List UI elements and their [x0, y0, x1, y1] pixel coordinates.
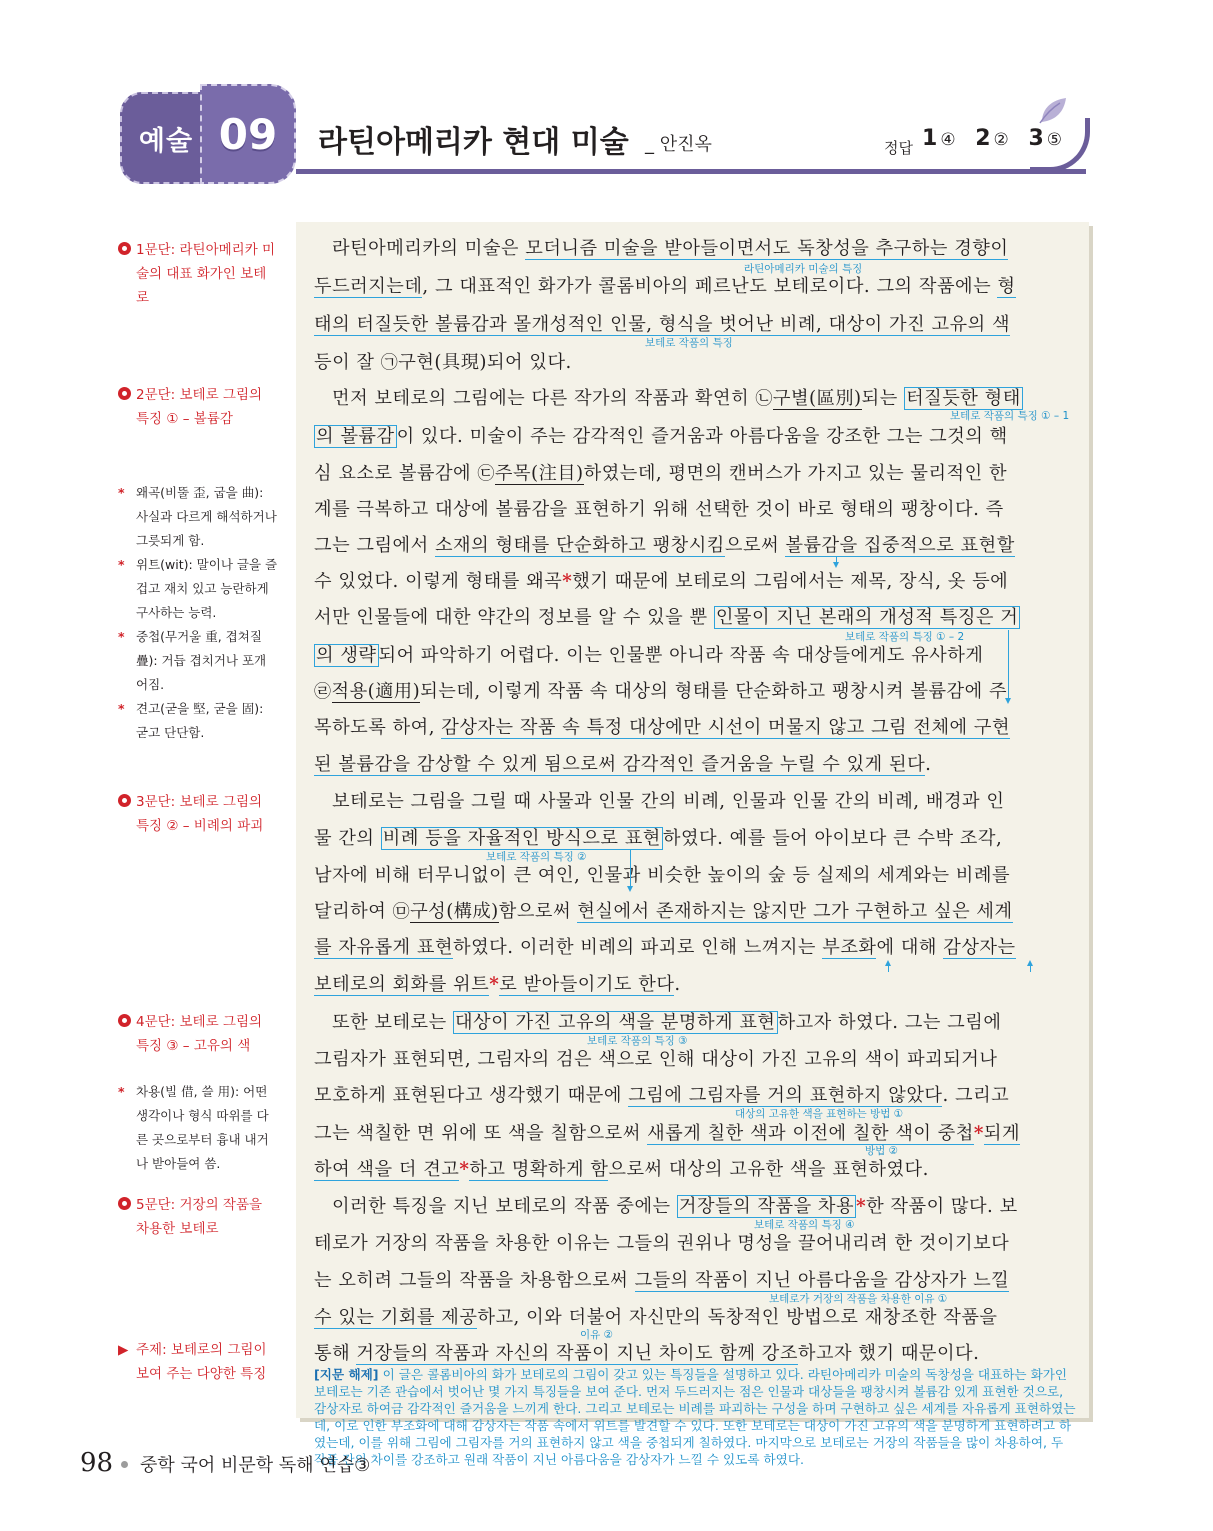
annotation-label: 라틴아메리카 미술의 특징: [744, 263, 863, 275]
answer-a2: ②: [993, 130, 1009, 150]
passage-line: 물 간의 비례 등을 자율적인 방식으로 표현 하였다. 예를 들어 아이보다 큰 수박 조각,: [314, 828, 1003, 849]
summary-paragraph-1: 1문단: 라틴아메리카 미술의 대표 화가인 보테로: [118, 238, 278, 310]
chapter-number-tab: [200, 84, 296, 184]
passage-line: 그는 색칠한 면 위에 또 색을 칠함으로써 새롭게 칠한 색과 이전에 칠한 색이 중첩*되게: [314, 1123, 1021, 1144]
passage-line: 된 볼륨감을 감상할 수 있게 됨으로써 감각적인 즐거움을 누릴 수 있게 된다.: [314, 754, 932, 775]
title-underline: [296, 169, 1086, 174]
passage-line: 모호하게 표현된다고 생각했기 때문에 그림에 그림자를 거의 표현하지 않았다. 그리고: [314, 1085, 1010, 1106]
annotation-label: 보테로 작품의 특징: [645, 337, 733, 349]
passage-line: 등이 잘 ㉠구현(具現)되어 있다.: [314, 352, 572, 373]
annotation-label: 보테로 작품의 특징 ③: [587, 1035, 688, 1047]
passage-line: 남자에 비해 터무니없이 큰 여인, 인물과 비슷한 높이의 숲 등 실제의 세계와는 비례를: [314, 865, 1011, 886]
passage-line: 달리하여 ㉤구성(構成)함으로써 현실에서 존재하지는 않지만 그가 구현하고 싶은 세계: [314, 901, 1013, 922]
glossary-item: * 위트(wit): 말이나 글을 즐겁고 재치 있고 능란하게 구사하는 능력.: [118, 557, 278, 620]
passage-line: 수 있는 기회를 제공하고, 이와 더불어 자신만의 독창적인 방법으로 재창조한 작품을: [314, 1307, 998, 1328]
glossary-item: * 중첩(무거울 重, 겹쳐질 疊): 거듭 겹치거나 포개어짐.: [118, 629, 267, 692]
passage-line: 를 자유롭게 표현하였다. 이러한 비례의 파괴로 인해 느껴지는 부조화에 대해 감상자는: [314, 937, 1016, 958]
passage-line: 이러한 특징을 지닌 보테로의 작품 중에는 거장들의 작품을 차용 *한 작품이 많다. 보: [332, 1196, 1018, 1217]
passage-line: 그는 그림에서 소재의 형태를 단순화하고 팽창시킴으로써 볼륨감을 집중적으로 표현할: [314, 535, 1015, 556]
passage-line: 태의 터질듯한 볼륨감과 몰개성적인 인물, 형식을 벗어난 비례, 대상이 가진 고유의 색: [314, 314, 1011, 335]
passage-line: 의 생략 되어 파악하기 어렵다. 이는 인물뿐 아니라 작품 속 대상들에게도 유사하게: [316, 645, 984, 666]
passage-line: 하여 색을 더 견고*하고 명확하게 함으로써 대상의 고유한 색을 표현하였다.: [314, 1159, 929, 1180]
answer-q1: 1: [922, 126, 938, 151]
passage-line: 는 오히려 그들의 작품을 차용함으로써 그들의 작품이 지닌 아름다움을 감상자가 느낄: [314, 1270, 1010, 1291]
book-title: 중학 국어 비문학 독해 연습③: [140, 1455, 371, 1476]
footer-bullet: [121, 1461, 128, 1468]
leaf-icon: [1038, 96, 1068, 124]
page-number: 98: [80, 1448, 114, 1478]
summary-paragraph-5: 5문단: 거장의 작품을 차용한 보테로: [118, 1193, 278, 1241]
author: _ 안진옥: [645, 134, 712, 155]
passage-line: 통해 거장들의 작품과 자신의 작품이 지닌 차이도 함께 강조하고자 했기 때문이다.: [314, 1343, 980, 1364]
passage-line: 먼저 보테로의 그림에는 다른 작가의 작품과 확연히 ㉡구별(區別)되는 터질듯한 형태: [332, 388, 1021, 409]
category-label: 예술: [138, 125, 194, 157]
category-tab: [120, 92, 212, 184]
passage-line: 목하도록 하여, 감상자는 작품 속 특정 대상에만 시선이 머물지 않고 그림 전체에 구현: [314, 717, 1011, 738]
answer-list: [922, 126, 1074, 151]
answer-q2: 2: [975, 126, 991, 151]
theme-note: ▶ 주제: 보테로의 그림이 보여 주는 다양한 특징: [118, 1342, 267, 1382]
commentary-label: [지문 해제]: [314, 1367, 379, 1382]
passage-line: ㉣적용(適用)되는데, 이렇게 작품 속 대상의 형태를 단순화하고 팽창시켜 볼륨감에 주: [314, 681, 1008, 702]
passage-line: 보테로는 그림을 그릴 때 사물과 인물 간의 비례, 인물과 인물 간의 비례, 배경과 인: [332, 791, 1005, 812]
passage-line: 보테로의 회화를 위트*로 받아들이기도 한다.: [314, 974, 681, 995]
passage-line: 의 볼륨감 이 있다. 미술이 주는 감각적인 즐거움과 아름다움을 강조한 그는 그것의 핵: [316, 426, 1008, 447]
annotation-label: 보테로가 거장의 작품을 차용한 이유 ①: [769, 1293, 948, 1305]
passage-line: 계를 극복하고 대상에 볼륨감을 표현하기 위해 선택한 것이 바로 형태의 팽창이다. 즉: [314, 499, 1004, 520]
passage-line: 라틴아메리카의 미술은 모더니즘 미술을 받아들이면서도 독창성을 추구하는 경향이: [332, 238, 1009, 259]
annotation-label: 보테로 작품의 특징 ① – 1: [950, 410, 1070, 422]
answer-a1: ④: [940, 130, 956, 150]
passage-line: 심 요소로 볼륨감에 ㉢주목(注目)하였는데, 평면의 캔버스가 가지고 있는 물리적인 한: [314, 463, 1008, 484]
passage-line: 그림자가 표현되면, 그림자의 검은 색으로 인해 대상이 가진 고유의 색이 파괴되거나: [314, 1049, 998, 1070]
passage-line: 또한 보테로는 대상이 가진 고유의 색을 분명하게 표현 하고자 하였다. 그는 그림에: [332, 1012, 1002, 1033]
passage-line: 수 있었다. 이렇게 형태를 왜곡*했기 때문에 보테로의 그림에서는 제목, 장식, 옷 등에: [314, 571, 1009, 592]
passage-line: 서만 인물들에 대한 약간의 정보를 알 수 있을 뿐 인물이 지닌 본래의 개성적 특징은 거: [314, 607, 1019, 628]
commentary-text: 이 글은 콜롬비아의 화가 보테로의 그림이 갖고 있는 특징들을 설명하고 있다. 라틴아메리카 미술의 독창성을 대표하는 화가인 보테로는 기존 관습에서 벗어난 몇 가지 특징들을 보여 준다. 먼저 두드러지는 점은 인물과 대상들을 팽창시켜 볼륨감 있게 표현한 것으로, 감상자로 하여금 감각적인 즐거움을 느끼게 한다. 그리고 보테로는 비례를 파괴하는 구성을 하며 구현하고 싶은 세계를 자유롭게 표현하였는데, 이로 인한 부조화에 대해 감상자는 작품 속에서 위트를 발견할 수 있다. 또한 보테로는 대상이 가진 고유의 색을 분명하게 표현하려고 하였는데, 이를 위해 그림에 그림자를 거의 표현하지 않고 색을 중첩되게 칠하였다. 마지막으로 보테로는 거장의 작품들을 많이 차용하여, 두 작품 간의 차이를 강조하고 원래 작품이 지닌 아름다움을 감상자가 느낄 수 있도록 하였다.: [314, 1367, 1076, 1467]
glossary-item: * 왜곡(비뚤 歪, 굽을 曲): 사실과 다르게 해석하거나 그릇되게 함.: [118, 485, 277, 548]
chapter-number: 09: [218, 109, 278, 159]
annotation-label: 보테로 작품의 특징 ④: [754, 1219, 855, 1231]
page-title: 라틴아메리카 현대 미술: [318, 125, 629, 160]
passage-line: 테로가 거장의 작품을 차용한 이유는 그들의 권위나 명성을 끌어내리려 한 것이기보다: [314, 1233, 1010, 1254]
arrow-connector: [1030, 962, 1031, 972]
answer-a3: ⑤: [1046, 130, 1063, 150]
answer-label: 정답: [884, 139, 913, 157]
summary-paragraph-2: 2문단: 보테로 그림의 특징 ① – 볼륨감: [118, 383, 278, 431]
chapter-header: [0, 0, 1213, 200]
annotation-label: 대상의 고유한 색을 표현하는 방법 ①: [735, 1108, 904, 1120]
annotation-label: 방법 ②: [865, 1145, 899, 1157]
arrow-connector: [836, 556, 837, 566]
summary-paragraph-3: 3문단: 보테로 그림의 특징 ② – 비례의 파괴: [118, 790, 278, 838]
summary-paragraph-4: 4문단: 보테로 그림의 특징 ③ – 고유의 색: [118, 1010, 278, 1058]
arrow-connector: [1008, 630, 1009, 702]
annotation-label: 보테로 작품의 특징 ②: [486, 851, 587, 863]
annotation-label: 이유 ②: [580, 1329, 614, 1341]
glossary-item: * 차용(빌 借, 쓸 用): 어떤 생각이나 형식 따위를 다른 곳으로부터 흉내 내거나 받아들여 씀.: [118, 1084, 269, 1171]
arrow-connector: [888, 962, 889, 972]
passage-commentary: [314, 1366, 1076, 1468]
annotation-label: 보테로 작품의 특징 ① – 2: [845, 631, 965, 643]
glossary-item: * 견고(굳을 堅, 굳을 固): 굳고 단단함.: [118, 701, 264, 740]
arrow-connector: [630, 850, 631, 890]
answer-q3: 3: [1028, 126, 1044, 151]
passage-line: 두드러지는데, 그 대표적인 화가가 콜롬비아의 페르난도 보테로이다. 그의 작품에는 형: [314, 276, 1016, 297]
